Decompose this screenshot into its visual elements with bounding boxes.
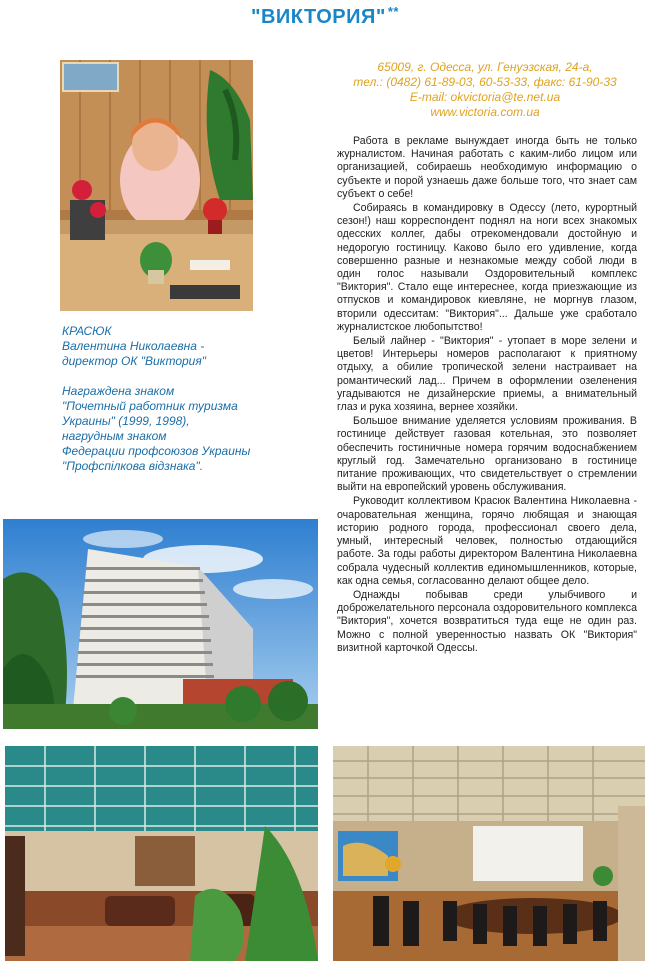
lobby-photo [5, 746, 318, 961]
contact-phones: тел.: (0482) 61-89-03, 60-53-33, факс: 61-90-33 [353, 75, 617, 89]
caption-line: "Профспiлкова вiдзнака". [62, 459, 204, 473]
contact-address: 65009, г. Одесса, ул. Генуэзская, 24-а, [377, 60, 593, 74]
caption-line: нагрудным знаком [62, 429, 167, 443]
caption-line: "Почетный работник туризма [62, 399, 238, 413]
caption-line: КРАСЮК [62, 324, 112, 338]
article-paragraph: Большое внимание уделяется условиям проживания. В гостинице действует газовая котельная, это позволяет обеспечить гостиничные номера горячим водоснабжением круглый год. Замечательно организовано в гостинице питание проживающих, что свидетельствует о стремлении выйти на европейский уровень обслуживания. [337, 415, 637, 494]
title-stars: ** [387, 4, 399, 19]
title-text: "ВИКТОРИЯ" [251, 6, 386, 28]
hotel-building-photo [3, 519, 318, 729]
article-body [337, 135, 637, 656]
article-paragraph: Однажды побывав среди улыбчивого и доброжелательного персонала оздоровительного комплекса "Виктория", хочется возвратиться туда еще не один раз. Можно с полной уверенностью назвать ОК "Виктория" визитной карточкой Одессы. [337, 588, 637, 654]
article-paragraph: Белый лайнер - "Виктория" - утопает в море зелени и цветов! Интерьеры номеров располагают к приятному отдыху, а обилие тропической зелени настраивает на романтический лад... Причем в оформлении озеленения угадываются не дизайнерские приемы, а внимательный глаз и рука хозяина, вернее хозяйки. [337, 335, 637, 414]
caption-line: Валентина Николаевна - [62, 339, 205, 353]
caption-line: директор ОК "Виктория" [62, 354, 207, 368]
contacts-block [330, 60, 640, 120]
article-paragraph: Собираясь в командировку в Одессу (лето, курортный сезон!) наш корреспондент поднял на ноги всех знакомых одесских коллег, дабы отрекомендовали достойную и недорогую гостиницу. Каково было его удивление, когда совершенно разные и незнакомые между собой люди в один голос называли Оздоровительный комплекс "Виктория". Стало еще интереснее, когда приезжающие из отпусков и командировок киевляне, не моргнув глазом, вторили одесситам: "Виктория"... Дальше уже сработало журналистское любопытство! [337, 202, 637, 333]
director-caption [62, 324, 302, 474]
page-title [0, 6, 650, 29]
caption-line: Украины" (1999, 1998), [62, 414, 190, 428]
director-photo [60, 60, 253, 311]
caption-line: Награждена знаком [62, 384, 175, 398]
contact-email[interactable]: E-mail: okvictoria@te.net.ua [409, 90, 561, 104]
conference-room-photo [333, 746, 645, 961]
article-paragraph: Работа в рекламе вынуждает иногда быть не только журналистом. Начиная работать с каким-либо лицом или организацией, собираешь необходимую информацию о субъекте и порой узнаешь даже больше того, что знает сам субъект о себе! [337, 135, 637, 200]
caption-line: Федерации профсоюзов Украины [62, 444, 251, 458]
contact-website[interactable]: www.victoria.com.ua [430, 105, 540, 119]
article-paragraph: Руководит коллективом Красюк Валентина Николаевна - очаровательная женщина, горячо любящая и знающая историю родного города, профессионал своего дела, умный, интересный человек, полностью отдающийся работе. За годы работы директором Валентина Николаевна собрала чудесный коллектив единомышленников, которые, как одна семья, согласованно делают общее дело. [337, 495, 637, 587]
